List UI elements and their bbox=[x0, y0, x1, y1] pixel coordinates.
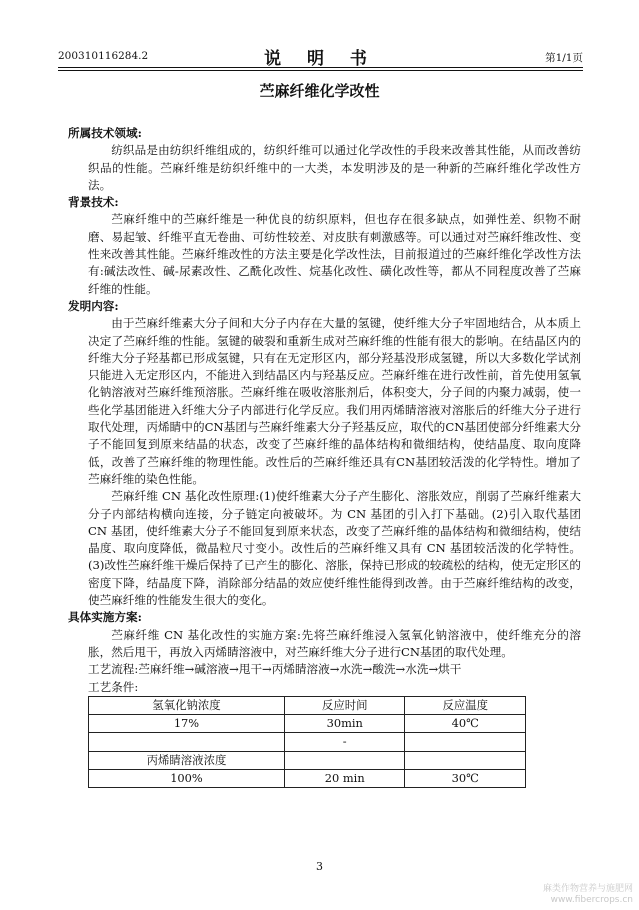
table-row bbox=[89, 715, 526, 733]
header-rule-top bbox=[58, 67, 583, 68]
conditions-label: 工艺条件: bbox=[88, 679, 139, 694]
paragraph-background: 苎麻纤维中的苎麻纤维是一种优良的纺织原料，但也存在很多缺点，如弹性差、织物不耐磨、易起皱、纤维平直无卷曲、可纺性较差、对皮肤有刺激感等。可以通过对苎麻纤维改性、变性来改善其性能。苎麻纤维改性的方法主要是化学改性法，目前报道过的苎麻纤维化学改性方法有:碱法改性、碱-尿素改性、乙酰化改性、烷基化改性、磺化改性等，都从不同程度改善了苎麻纤维的性能。 bbox=[88, 212, 581, 296]
page-header bbox=[58, 44, 583, 69]
conditions-table bbox=[88, 696, 526, 788]
process-flow: 工艺流程:苎麻纤维→碱溶液→甩干→丙烯睛溶液→水洗→酸洗→水洗→烘干 bbox=[88, 662, 462, 677]
table-row bbox=[89, 751, 526, 769]
table-cell: 30min bbox=[284, 715, 405, 733]
document-title: 苎麻纤维化学改性 bbox=[259, 82, 380, 100]
table-cell bbox=[284, 751, 405, 769]
table-cell bbox=[405, 751, 526, 769]
paragraph-embodiment: 苎麻纤维 CN 基化改性的实施方案:先将苎麻纤维浸入氢氧化钠溶液中，使纤维充分的溶胀，然后甩干，再放入丙烯睛溶液中，对苎麻纤维大分子进行CN基团的取代处理。 bbox=[88, 627, 581, 659]
section-heading-background: 背景技术: bbox=[68, 195, 119, 210]
watermark-line-2: www.fibercrops.cn bbox=[550, 895, 633, 905]
table-header-cell: 反应时间 bbox=[284, 696, 405, 714]
paragraph-invention-1: 由于苎麻纤维素大分子间和大分子内存在大量的氢键，使纤维大分子牢固地结合，从本质上决定了苎麻纤维的性能。氢键的破裂和重新生成对苎麻纤维的性能有很大的影响。在结晶区内的纤维大分子羟基都已形成氢键，只有在无定形区内，部分羟基没形成氢键，所以大多数化学试剂只能进入无定形区内，不能进入到结晶区内与羟基反应。苎麻纤维在进行改性前，首先使用氢氧化钠溶液对苎麻纤维预溶胀。苎麻纤维在吸收溶胀剂后，体积变大，分子间的内聚力减弱，使一些化学基团能进入纤维大分子内部进行化学反应。我们用丙烯睛溶液对溶胀后的纤维大分子进行取代处理，丙烯睛中的CN基团与苎麻纤维素大分子羟基反应，取代的CN基团使部分纤维素大分子不能回复到原来结晶的状态，改变了苎麻纤维的晶体结构和微细结构，使结晶度、取向度降低，改善了苎麻纤维的物理性能。改性后的苎麻纤维还具有CN基团较活泼的化学特性。增加了苎麻纤维的染色性能。 bbox=[88, 316, 581, 486]
doc-number: 200310116284.2 bbox=[58, 50, 149, 62]
section-heading-invention: 发明内容: bbox=[68, 298, 119, 313]
paragraph-field: 纺织品是由纺织纤维组成的，纺织纤维可以通过化学改性的手段来改善其性能，从而改善纺织品的性能。苎麻纤维是纺织纤维中的一大类，本发明涉及的是一种新的苎麻纤维化学改性方法。 bbox=[88, 143, 581, 192]
document-body bbox=[68, 125, 581, 788]
doc-type: 说 明 书 bbox=[264, 49, 377, 69]
table-row bbox=[89, 696, 526, 714]
section-heading-field: 所属技术领域: bbox=[68, 126, 142, 140]
table-header-cell: 氢氧化钠浓度 bbox=[89, 696, 285, 714]
table-cell bbox=[405, 733, 526, 751]
table-row bbox=[89, 769, 526, 787]
table-cell: 20 min bbox=[284, 769, 405, 787]
table-row bbox=[89, 733, 526, 751]
table-cell: 丙烯睛溶液浓度 bbox=[89, 751, 285, 769]
table-cell: - bbox=[284, 733, 405, 751]
page-number: 3 bbox=[316, 860, 323, 873]
table-cell: 40℃ bbox=[405, 715, 526, 733]
table-header-cell: 反应温度 bbox=[405, 696, 526, 714]
watermark bbox=[543, 884, 633, 906]
section-heading-embodiment: 具体实施方案: bbox=[68, 610, 142, 625]
table-cell: 100% bbox=[89, 769, 285, 787]
paragraph-invention-2: 苎麻纤维 CN 基化改性原理:(1)使纤维素大分子产生膨化、溶胀效应，削弱了苎麻纤维素大分子内部结构横向连接，分子链定向被破坏。为 CN 基团的引入打下基础。(2)引入取代基团 CN 基团，使纤维素大分子不能回复到原来状态，改变了苎麻纤维的晶体结构和微细结构，使结晶度、取向度降低，微晶粒尺寸变小。改性后的苎麻纤维又具有 CN 基团较活泼的化学特性。(3)改性苎麻纤维干燥后保持了已产生的膨化、溶胀，保持已形成的较疏松的结构，使无定形区的密度下降，结晶度下降，消除部分结晶的效应使纤维性能得到改善。由于苎麻纤维结构的改变，使苎麻纤维的性能发生很大的变化。 bbox=[88, 489, 581, 608]
header-rule-bottom bbox=[58, 70, 583, 71]
table-cell: 30℃ bbox=[405, 769, 526, 787]
watermark-line-1: 麻类作物营养与施肥网 bbox=[542, 884, 633, 894]
table-cell bbox=[89, 733, 285, 751]
table-cell: 17% bbox=[89, 715, 285, 733]
page-label: 第1/1页 bbox=[545, 52, 583, 64]
